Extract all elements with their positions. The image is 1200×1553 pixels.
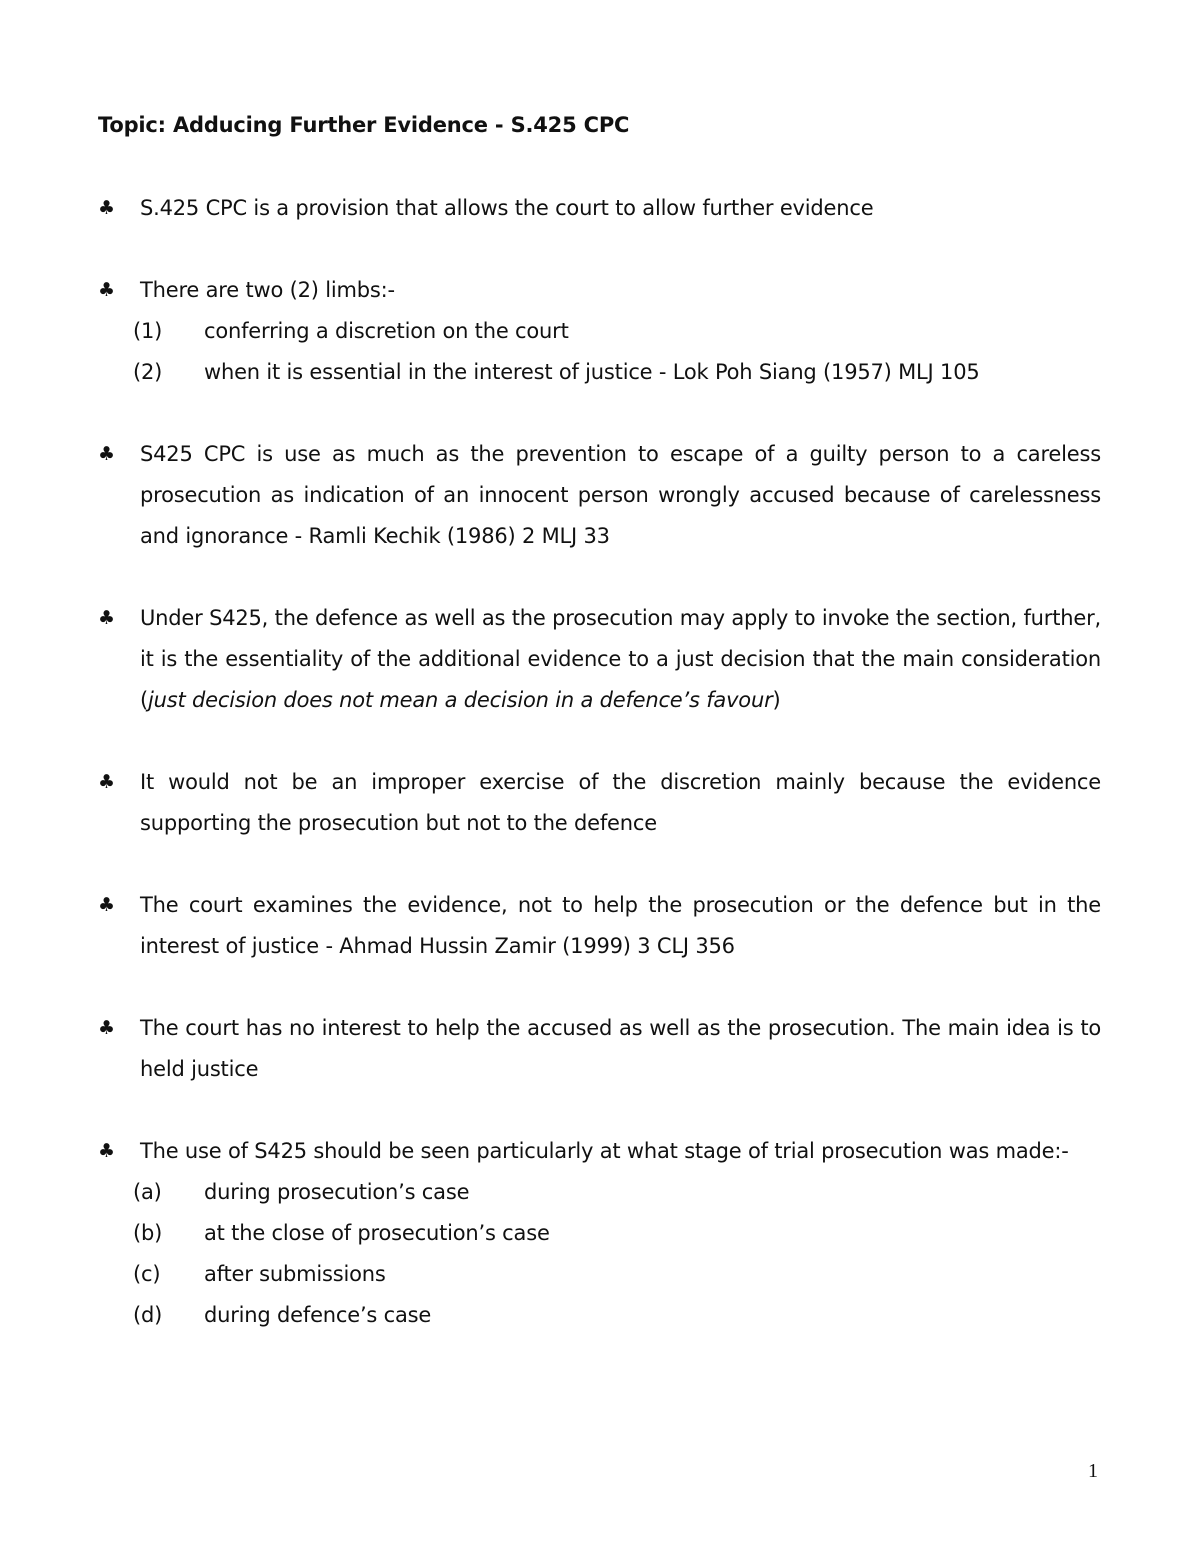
bullet-text: There are two (2) limbs:- — [140, 278, 395, 302]
list-item — [98, 311, 1101, 352]
list-item-text: conferring a discretion on the court — [204, 319, 569, 343]
bullet-improper-exercise — [98, 762, 1101, 844]
list-item-text: during defence’s case — [204, 1303, 432, 1327]
list-item — [98, 1254, 1101, 1295]
club-bullet-icon: ♣ — [98, 1017, 115, 1039]
bullet-two-limbs — [98, 270, 1101, 393]
list-item-label: (1) — [133, 319, 163, 343]
list-item-text: at the close of prosecution’s case — [204, 1221, 550, 1245]
bullet-text: The court examines the evidence, not to help the prosecution or the defence but in the interest of justice - Ahmad Hussin Zamir (1999) 3 CLJ 356 — [140, 893, 1101, 958]
list-item — [98, 1295, 1101, 1336]
club-bullet-icon: ♣ — [98, 443, 115, 465]
bullet-court-examines — [98, 885, 1101, 967]
list-item — [98, 1172, 1101, 1213]
club-bullet-icon: ♣ — [98, 1140, 115, 1162]
topic-text: : Adducing Further Evidence - S.425 CPC — [157, 113, 630, 137]
page-number: 1 — [1088, 1460, 1098, 1482]
list-item-label: (a) — [133, 1180, 162, 1204]
bullet-text-end: ) — [772, 688, 781, 712]
club-bullet-icon: ♣ — [98, 771, 115, 793]
list-item-text: after submissions — [204, 1262, 386, 1286]
bullet-no-interest — [98, 1008, 1101, 1090]
club-bullet-icon: ♣ — [98, 197, 115, 219]
bullet-text: S425 CPC is use as much as the prevention to escape of a guilty person to a careless prosecution as indication of an innocent person wrongly accused because of carelessness and ignorance - Ramli Kechik (1986) 2 MLJ 33 — [140, 442, 1101, 548]
list-item — [98, 1213, 1101, 1254]
bullet-text: It would not be an improper exercise of the discretion mainly because the evidence supporting the prosecution but not to the defence — [140, 770, 1101, 835]
club-bullet-icon: ♣ — [98, 279, 115, 301]
club-bullet-icon: ♣ — [98, 607, 115, 629]
bullet-text: S.425 CPC is a provision that allows the court to allow further evidence — [140, 196, 874, 220]
bullet-text: The court has no interest to help the accused as well as the prosecution. The main idea is to held justice — [140, 1016, 1101, 1081]
bullet-s425-provision — [98, 188, 1101, 229]
bullet-text: The use of S425 should be seen particularly at what stage of trial prosecution was made:- — [140, 1139, 1069, 1163]
list-item — [98, 352, 1101, 393]
bullet-text — [140, 598, 1101, 721]
bullet-text-italic: just decision does not mean a decision in a defence’s favour — [148, 688, 773, 712]
bullet-prevention — [98, 434, 1101, 557]
list-item-text: during prosecution’s case — [204, 1180, 470, 1204]
club-bullet-icon: ♣ — [98, 894, 115, 916]
bullet-text-main: Under S425, the defence as well as the prosecution may apply to invoke the section, further, it is the essentiality of the additional evidence to a just decision that the main consideration ( — [140, 606, 1101, 712]
list-item-label: (d) — [133, 1303, 163, 1327]
list-item-label: (b) — [133, 1221, 163, 1245]
bullet-defence-prosecution — [98, 598, 1101, 721]
list-item-label: (c) — [133, 1262, 161, 1286]
bullet-stage-of-trial — [98, 1131, 1101, 1336]
topic-label: Topic — [98, 113, 158, 137]
list-item-text: when it is essential in the interest of justice - Lok Poh Siang (1957) MLJ 105 — [204, 360, 980, 384]
list-item-label: (2) — [133, 360, 163, 384]
topic-heading — [98, 113, 629, 137]
